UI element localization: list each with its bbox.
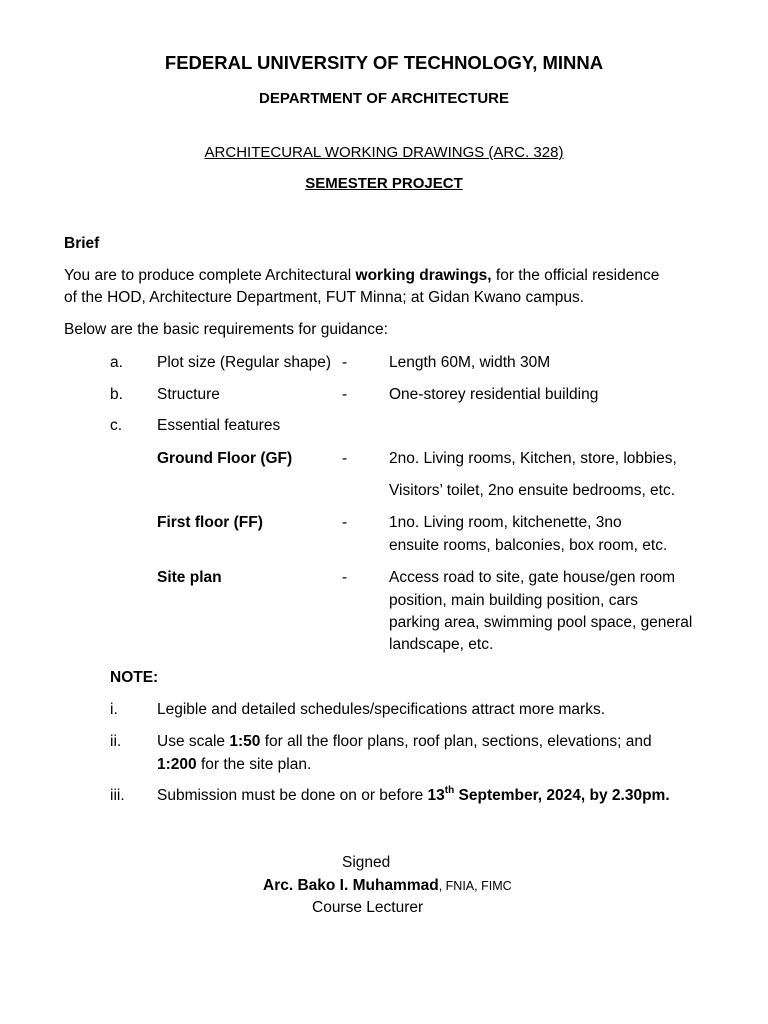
signatory-role: Course Lecturer (312, 899, 424, 916)
university-title: FEDERAL UNIVERSITY OF TECHNOLOGY, MINNA (164, 52, 604, 73)
ground-floor-line2: Visitors’ toilet, 2no ensuite bedrooms, etc. (389, 482, 676, 499)
note-iii-before: Submission must be done on or before (157, 787, 428, 804)
ground-floor-dash: - (342, 450, 348, 467)
note-i-text: Legible and detailed schedules/specifications attract more marks. (157, 701, 606, 718)
first-floor-dash: - (342, 514, 348, 531)
req-a-value: Length 60M, width 30M (389, 354, 551, 371)
brief-heading: Brief (64, 235, 100, 252)
brief-paragraph-line2: of the HOD, Architecture Department, FUT Minna; at Gidan Kwano campus. (64, 289, 585, 306)
first-floor-line2: ensuite rooms, balconies, box room, etc. (389, 537, 668, 554)
signatory (263, 875, 512, 897)
req-a-dash: - (342, 354, 348, 371)
signatory-titles: , FNIA, FIMC (438, 879, 512, 893)
note-iii-day: 13 (427, 787, 445, 804)
note-ii-number: ii. (110, 733, 122, 750)
note-iii-ordinal: th (444, 784, 455, 796)
brief-text-after: for the official residence (491, 267, 660, 284)
first-floor-label: First floor (FF) (157, 514, 263, 531)
department-title: DEPARTMENT OF ARCHITECTURE (259, 90, 509, 107)
req-c-label: Essential features (157, 417, 281, 434)
req-c-letter: c. (110, 417, 123, 434)
site-plan-dash: - (342, 569, 348, 586)
note-iii-deadline: September, 2024, by 2.30pm. (454, 787, 670, 804)
course-title: ARCHITECURAL WORKING DRAWINGS (ARC. 328) (204, 144, 564, 161)
signed-label: Signed (342, 854, 391, 871)
req-b-dash: - (342, 386, 348, 403)
site-plan-line3: parking area, swimming pool space, general (389, 614, 693, 631)
site-plan-line1: Access road to site, gate house/gen room (389, 569, 676, 586)
note-ii-scale-1-50: 1:50 (229, 733, 261, 750)
req-b-letter: b. (110, 386, 123, 403)
note-heading: NOTE: (110, 669, 159, 686)
note-ii-line1 (157, 731, 652, 753)
site-plan-line2: position, main building position, cars (389, 592, 638, 609)
note-iii-number: iii. (110, 787, 125, 804)
note-ii-after1: for all the floor plans, roof plan, sections, elevations; and (260, 733, 652, 750)
ground-floor-line1: 2no. Living rooms, Kitchen, store, lobbies, (389, 450, 677, 467)
req-a-letter: a. (110, 354, 123, 371)
signatory-name: Arc. Bako I. Muhammad (263, 877, 439, 894)
req-b-label: Structure (157, 386, 220, 403)
brief-text-bold: working drawings, (355, 267, 492, 284)
note-ii-line2 (157, 754, 311, 776)
site-plan-label: Site plan (157, 569, 222, 586)
note-ii-scale-1-200: 1:200 (157, 756, 197, 773)
brief-paragraph-line1 (64, 265, 659, 287)
note-iii-text (157, 785, 670, 807)
brief-text-before: You are to produce complete Architectural (64, 267, 356, 284)
note-ii-after2: for the site plan. (196, 756, 312, 773)
requirements-intro: Below are the basic requirements for guidance: (64, 321, 388, 338)
site-plan-line4: landscape, etc. (389, 636, 494, 653)
req-a-label: Plot size (Regular shape) (157, 354, 332, 371)
first-floor-line1: 1no. Living room, kitchenette, 3no (389, 514, 622, 531)
ground-floor-label: Ground Floor (GF) (157, 450, 293, 467)
project-title: SEMESTER PROJECT (305, 175, 463, 192)
req-b-value: One-storey residential building (389, 386, 599, 403)
note-i-number: i. (110, 701, 118, 718)
note-ii-before: Use scale (157, 733, 230, 750)
